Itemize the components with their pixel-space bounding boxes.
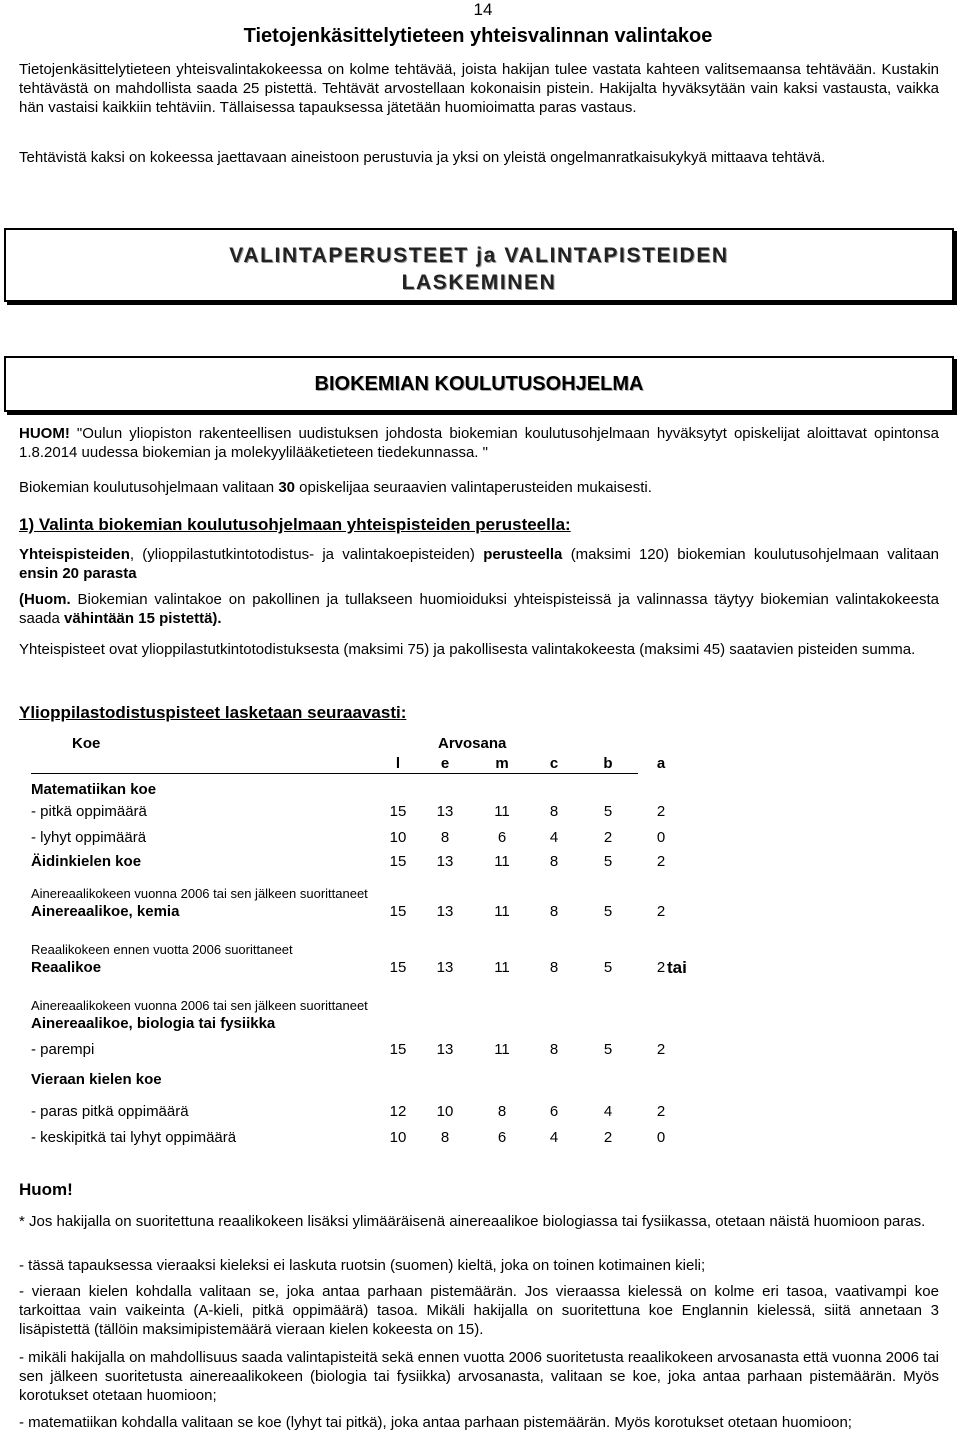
grade-points-cell: 2 <box>656 959 666 976</box>
criteria-heading-line1: VALINTAPERUSTEET ja VALINTAPISTEIDEN <box>229 244 729 267</box>
page-title: Tietojenkäsittelytieteen yhteisvalinnan valintakoe <box>243 25 713 47</box>
admission-post: opiskelijaa seuraavien valintaperusteiden mukaisesti. <box>295 479 652 496</box>
grade-points-cell: 13 <box>436 959 454 976</box>
grade-table <box>31 734 687 1154</box>
grade-table-header-row <box>31 734 641 754</box>
grade-points-cell: 2 <box>656 853 666 870</box>
grade-points-cell: 6 <box>549 1103 559 1120</box>
table-row <box>31 828 666 848</box>
grade-points-cell: 4 <box>549 1129 559 1146</box>
total-points-b3: ensin 20 parasta <box>19 565 137 582</box>
row-label: Reaalikoe <box>31 959 102 976</box>
program-heading: BIOKEMIAN KOULUTUSOHJELMA <box>314 373 644 395</box>
row-label: Ainereaalikoe, kemia <box>31 903 180 920</box>
grade-points-cell: 13 <box>436 853 454 870</box>
grade-points-cell: 5 <box>603 803 613 820</box>
table-row <box>31 1040 666 1060</box>
grade-points-cell: 13 <box>436 803 454 820</box>
total-points-b2: perusteella <box>483 546 563 563</box>
grade-points-cell: 8 <box>440 829 450 846</box>
grade-points-cell: 8 <box>549 1041 559 1058</box>
grade-points-cell: 5 <box>603 903 613 920</box>
table-row <box>31 996 641 1016</box>
grade-letter: b <box>603 755 613 772</box>
grade-points-cell: 4 <box>549 829 559 846</box>
program-heading-box <box>4 356 954 412</box>
table-row <box>31 958 687 978</box>
exam-req-b1: (Huom. <box>19 591 71 608</box>
table-row <box>31 884 641 904</box>
grade-points-cell: 8 <box>549 803 559 820</box>
grade-points-cell: 13 <box>436 903 454 920</box>
grade-points-cell: 10 <box>389 1129 407 1146</box>
grade-points-cell: 2 <box>656 1103 666 1120</box>
row-label: Reaalikokeen ennen vuotta 2006 suorittaneet <box>31 942 293 957</box>
grade-points-cell: 8 <box>549 959 559 976</box>
grade-letter: m <box>495 755 509 772</box>
admission-number: 30 <box>278 479 296 496</box>
grade-points-cell: 8 <box>549 853 559 870</box>
huom-bottom-label: Huom! <box>19 1180 73 1199</box>
grade-points-cell: 2 <box>603 829 613 846</box>
points-sum-paragraph: Yhteispisteet ovat ylioppilastutkintotodistuksesta (maksimi 75) ja pakollisesta valintakokeesta (maksimi 45) saatavien pisteiden summa. <box>19 641 916 658</box>
table-row <box>31 802 666 822</box>
grade-points-cell: 12 <box>389 1103 407 1120</box>
grade-points-cell: 6 <box>497 829 507 846</box>
table-row <box>31 902 666 922</box>
grade-points-cell: 11 <box>494 803 510 820</box>
row-label: Vieraan kielen koe <box>31 1071 162 1088</box>
huom-text: "Oulun yliopiston rakenteellisen uudistuksen johdosta biokemian koulutusohjelmaan hyväksytyt opiskelijat aloittavat opintonsa 1.8.2014 uudessa biokemian ja molekyylilääketieteen tiedekunnassa. " <box>19 425 939 461</box>
grade-points-cell: 10 <box>389 829 407 846</box>
criteria-heading-box <box>4 228 954 302</box>
huom-label: HUOM! <box>19 425 70 442</box>
grade-points-cell: 11 <box>494 1041 510 1058</box>
total-points-paragraph <box>19 545 939 583</box>
grade-points-cell: 11 <box>494 853 510 870</box>
grade-points-cell: 6 <box>497 1129 507 1146</box>
section-2-title-text: Ylioppilastodistuspisteet lasketaan seuraavasti <box>19 703 401 722</box>
header-underline <box>31 773 638 774</box>
note-2: - tässä tapauksessa vieraaksi kieleksi ei laskuta ruotsin (suomen) kieltä, joka on toinen kotimainen kieli; <box>19 1257 706 1274</box>
note-4: - mikäli hakijalla on mahdollisuus saada valintapisteitä sekä ennen vuotta 2006 suoritetusta reaalikokeen arvosanasta että vuonna 2006 tai sen jälkeen suoritetusta ainereaalikokeen (biologia tai fysiikka) arvosanasta, valitaan se koe, joka antaa parhaan pistemäärän. Myös korotukset otetaan huomioon; <box>19 1349 939 1404</box>
grade-points-cell: 15 <box>389 959 407 976</box>
grade-points-cell: 2 <box>656 803 666 820</box>
table-row <box>31 1128 666 1148</box>
row-label: Ainereaalikokeen vuonna 2006 tai sen jälkeen suorittaneet <box>31 998 368 1013</box>
note-3: - vieraan kielen kohdalla valitaan se, joka antaa parhaan pistemäärän. Jos vieraassa kielessä on kolme eri tasoa, vaativampi koe tarkoittaa vain vaikeinta (A-kieli, pitkä oppimäärä) tasoa. Mikäli hakijalla on suoritettuna koe Englannin kielessä, siitä annetaan 3 lisäpistettä (tällöin maksimipistemäärä vieraan kielen kokeesta on 15). <box>19 1283 939 1338</box>
huom-paragraph <box>19 424 939 462</box>
table-row <box>31 940 641 960</box>
row-label: - lyhyt oppimäärä <box>31 829 147 846</box>
exam-requirement-paragraph <box>19 590 939 628</box>
grade-points-cell: 2 <box>603 1129 613 1146</box>
table-row <box>31 780 641 800</box>
grade-points-cell: 15 <box>389 1041 407 1058</box>
row-label: - parempi <box>31 1041 95 1058</box>
grade-points-cell: 0 <box>656 1129 666 1146</box>
row-label: Ainereaalikokeen vuonna 2006 tai sen jälkeen suorittaneet <box>31 886 368 901</box>
grade-letters-row <box>31 754 666 774</box>
grade-points-cell: 5 <box>603 853 613 870</box>
table-row <box>31 1102 666 1122</box>
total-points-t1: , (ylioppilastutkintotodistus- ja valintakoepisteiden) <box>129 546 484 563</box>
grade-points-cell: 8 <box>440 1129 450 1146</box>
tasks-paragraph: Tehtävistä kaksi on kokeessa jaettavaan aineistoon perustuvia ja yksi on yleistä ongelmanratkaisukykyä mittaava tehtävä. <box>19 149 826 166</box>
header-koe: Koe <box>72 735 101 752</box>
admission-pre: Biokemian koulutusohjelmaan valitaan <box>19 479 279 496</box>
row-suffix: tai <box>667 958 687 977</box>
table-row <box>31 1070 641 1090</box>
note-1: * Jos hakijalla on suoritettuna reaalikokeen lisäksi ylimääräisenä ainereaalikoe biologiassa tai fysiikassa, otetaan näistä huomioon paras. <box>19 1213 926 1230</box>
row-label: Matematiikan koe <box>31 781 157 798</box>
grade-points-cell: 15 <box>389 803 407 820</box>
grade-letter: c <box>549 755 559 772</box>
page-number: 14 <box>473 0 493 19</box>
admission-count-paragraph <box>19 478 939 497</box>
row-label: Ainereaalikoe, biologia tai fysiikka <box>31 1015 276 1032</box>
grade-points-cell: 13 <box>436 1041 454 1058</box>
total-points-t2: (maksimi 120) biokemian koulutusohjelmaan valitaan <box>562 546 940 563</box>
table-row <box>31 1014 641 1034</box>
row-label: - pitkä oppimäärä <box>31 803 147 820</box>
grade-letter: l <box>395 755 401 772</box>
grade-points-cell: 15 <box>389 903 407 920</box>
grade-points-cell: 15 <box>389 853 407 870</box>
section-1-title: 1) Valinta biokemian koulutusohjelmaan yhteispisteiden perusteella: <box>19 515 571 534</box>
grade-points-cell: 11 <box>494 959 510 976</box>
grade-points-cell: 11 <box>494 903 510 920</box>
section-2-colon: : <box>400 703 407 722</box>
row-label: Äidinkielen koe <box>31 853 142 870</box>
header-arvosana: Arvosana <box>438 735 507 752</box>
exam-req-t1: Biokemian valintakoe on pakollinen ja tullakseen huomioiduksi yhteispisteissä ja valinnassa täytyy biokemian valintakokeesta saada <box>19 591 939 627</box>
note-5: - matematiikan kohdalla valitaan se koe (lyhyt tai pitkä), joka antaa parhaan pistemäärän. Myös korotukset otetaan huomioon; <box>19 1414 852 1431</box>
grade-points-cell: 8 <box>549 903 559 920</box>
grade-points-cell: 4 <box>603 1103 613 1120</box>
grade-points-cell: 2 <box>656 903 666 920</box>
intro-paragraph: Tietojenkäsittelytieteen yhteisvalintakokeessa on kolme tehtävää, joista hakijan tulee vastata kahteen valitsemaansa tehtävään. Kustakin tehtävästä on mahdollista saada 25 pistettä. Tehtävät arvostellaan kokonaisin pistein. Hakijalta hyväksytään vain kaksi vastausta, vaikka hän vastaisi kaikkiin tehtäviin. Tällaisessa tapauksessa jätetään huomioimatta paras vastaus. <box>19 61 939 116</box>
grade-points-cell: 5 <box>603 959 613 976</box>
total-points-b1: Yhteispisteiden <box>19 546 130 563</box>
grade-points-cell: 0 <box>656 829 666 846</box>
grade-points-cell: 2 <box>656 1041 666 1058</box>
grade-points-cell: 10 <box>436 1103 454 1120</box>
row-label: - paras pitkä oppimäärä <box>31 1103 189 1120</box>
section-2-title <box>19 702 406 724</box>
row-label: - keskipitkä tai lyhyt oppimäärä <box>31 1129 237 1146</box>
grade-points-cell: 5 <box>603 1041 613 1058</box>
grade-points-cell: 8 <box>497 1103 507 1120</box>
grade-letter: a <box>656 755 666 772</box>
exam-req-b2: vähintään 15 pistettä). <box>64 610 222 627</box>
grade-letter: e <box>440 755 450 772</box>
criteria-heading-line2: LASKEMINEN <box>401 271 557 294</box>
table-row <box>31 852 666 872</box>
